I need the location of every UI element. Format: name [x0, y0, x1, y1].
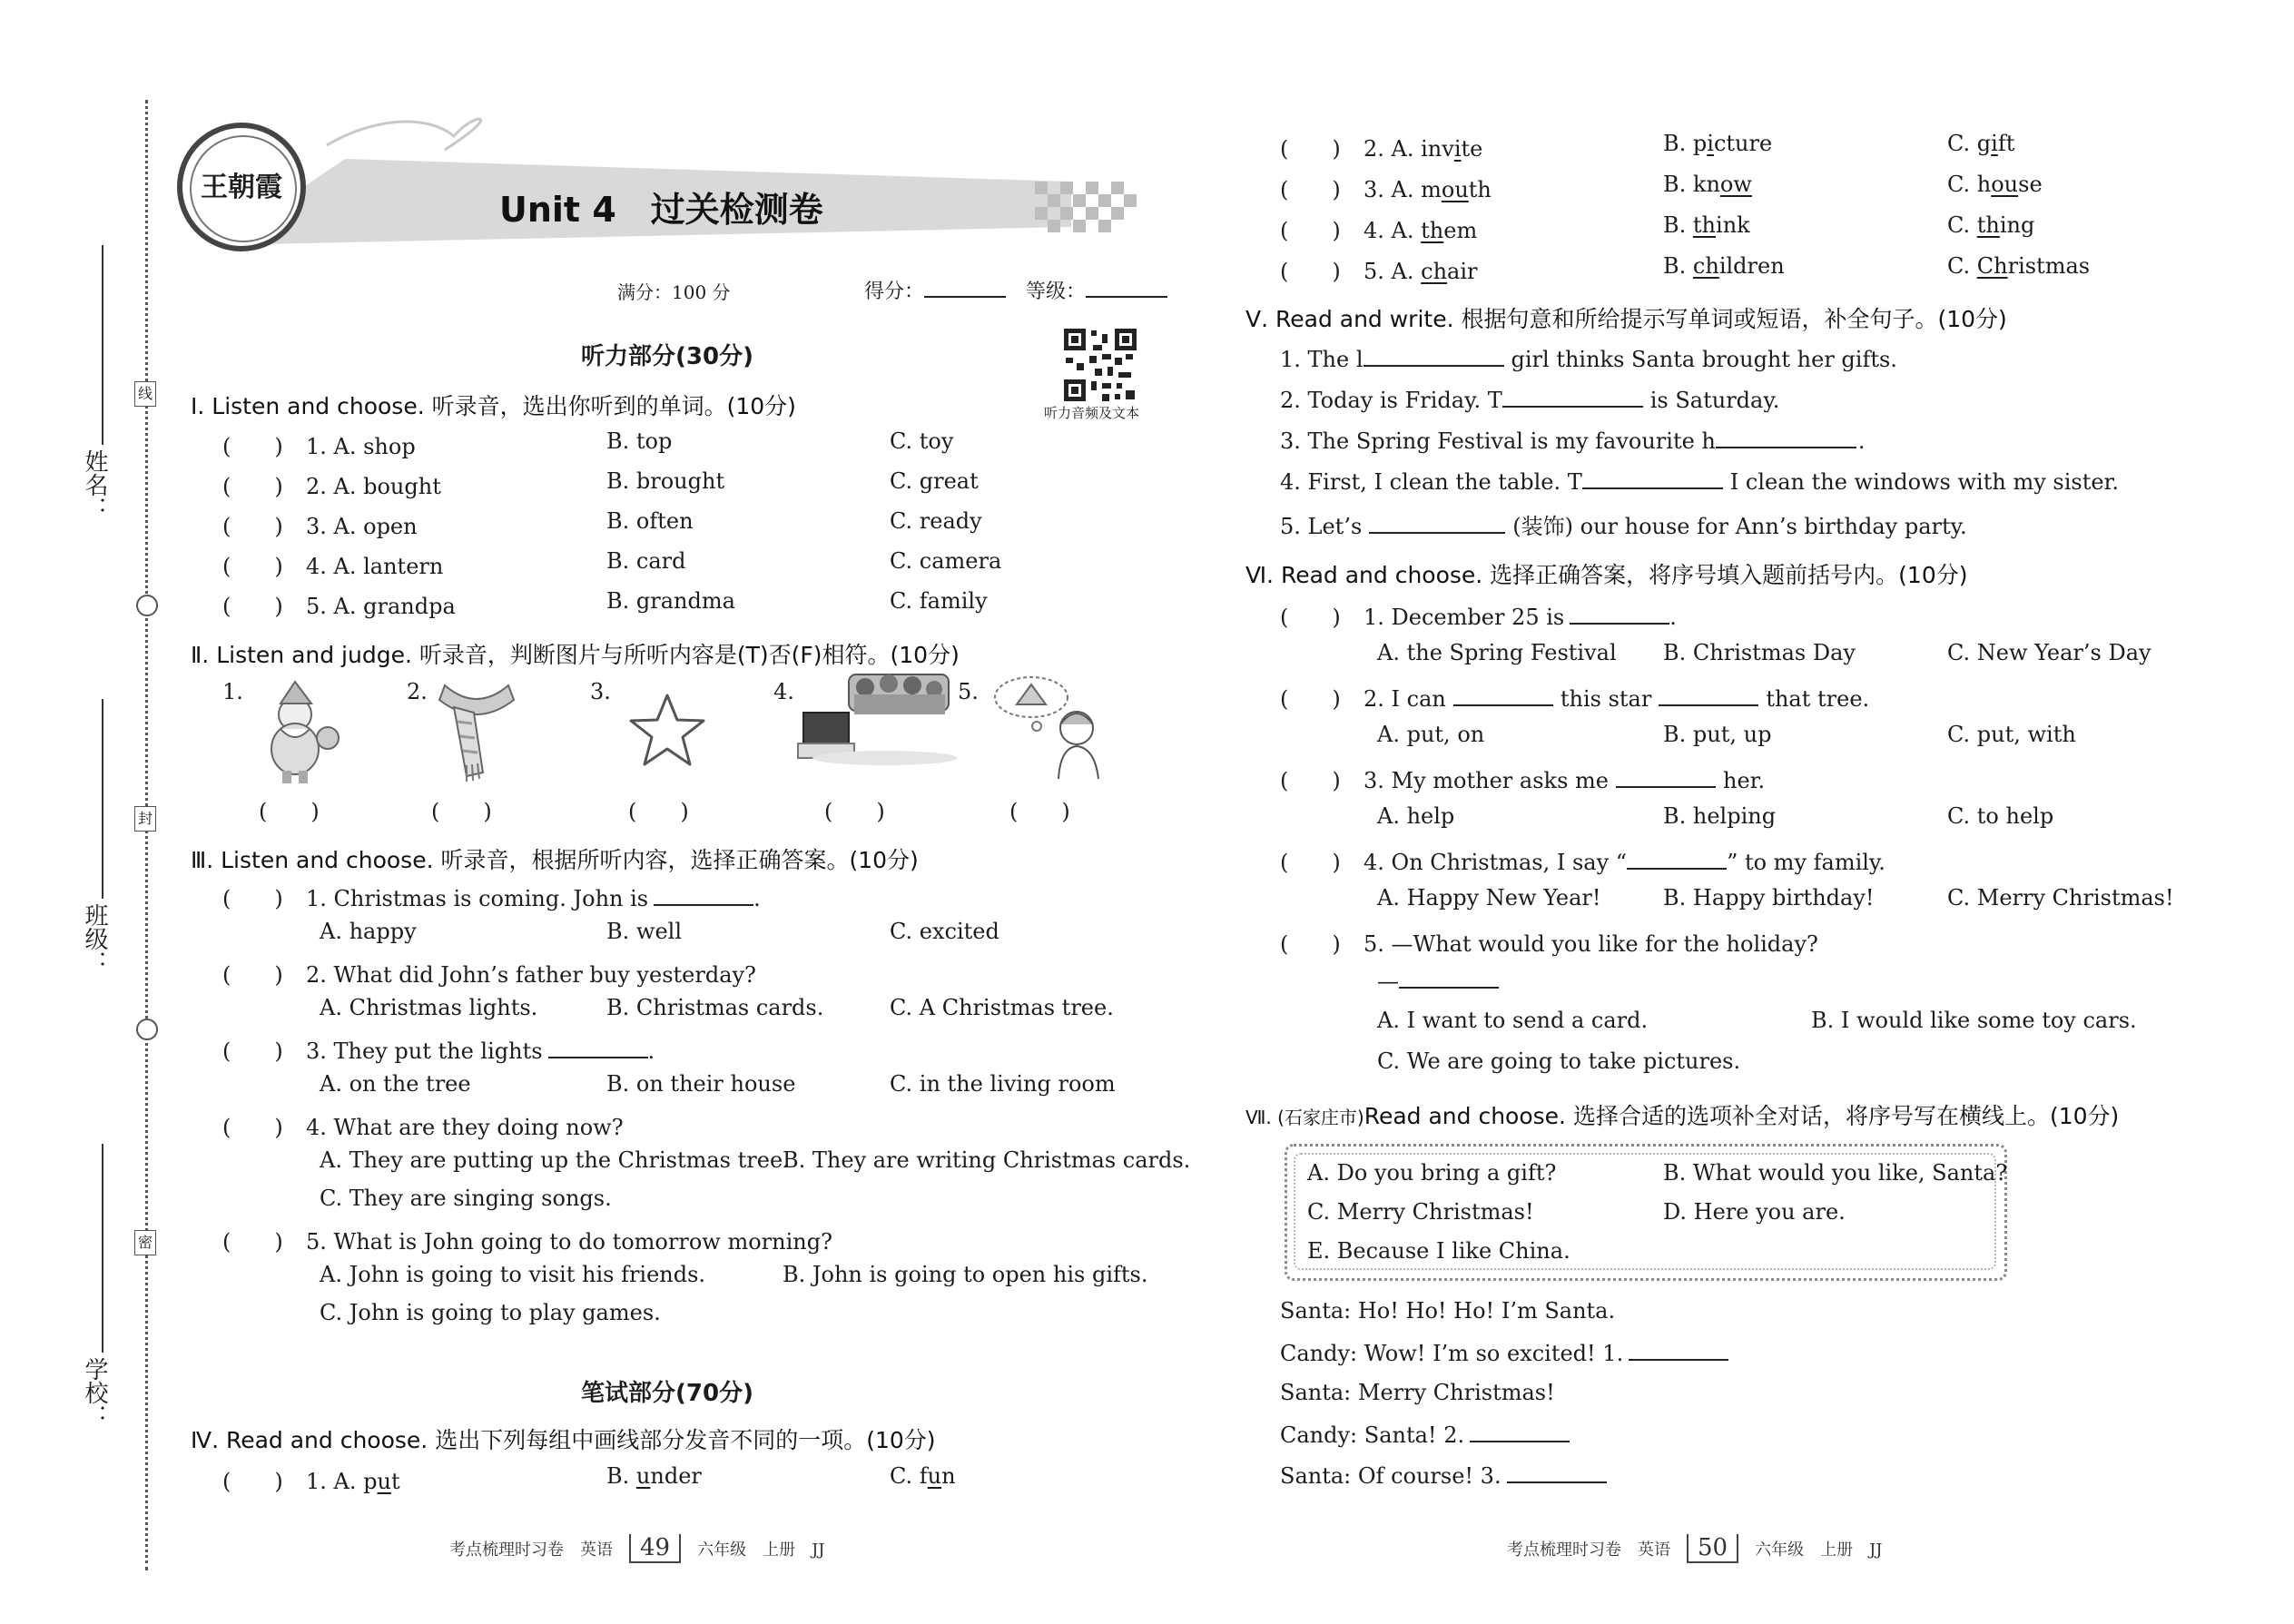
- option-c[interactable]: C. We are going to take pictures.: [1377, 1048, 1741, 1074]
- footer-left: 考点梳理时习卷 英语 49 六年级 上册 JJ: [449, 1534, 825, 1561]
- seal-mark: 封: [134, 806, 156, 832]
- footer-right: 考点梳理时习卷 英语 50 六年级 上册 JJ: [1507, 1534, 1883, 1561]
- list-item[interactable]: ( ) 5. A. chair: [1280, 259, 1478, 284]
- question-5: ( ) 5. What is John going to do tomorrow morning?: [222, 1229, 832, 1255]
- brand-logo: [177, 123, 306, 251]
- option-b[interactable]: B. Christmas Day: [1663, 640, 1856, 665]
- name-label: 姓名：: [81, 449, 108, 520]
- option-a[interactable]: A. Happy New Year!: [1377, 885, 1601, 910]
- list-item[interactable]: ( ) 4. A. them: [1280, 218, 1478, 243]
- option-b[interactable]: B. picture: [1663, 131, 1773, 156]
- question-1: ( ) 1. Christmas is coming. John is .: [222, 886, 761, 911]
- option-b[interactable]: B. know: [1663, 172, 1752, 197]
- option-b[interactable]: B. well: [606, 919, 682, 944]
- option-c[interactable]: C. toy: [890, 428, 954, 454]
- section-2-title: Ⅱ. Listen and judge. 听录音，判断图片与所听内容是(T)否(F)相符。(10分): [191, 642, 960, 668]
- santa-icon: [241, 676, 350, 785]
- dialog-option-a[interactable]: A. Do you bring a gift?: [1307, 1160, 1557, 1186]
- option-b[interactable]: B. Christmas cards.: [606, 995, 824, 1020]
- question-4: ( ) 4. On Christmas, I say “ ” to my family.: [1280, 850, 1885, 875]
- option-b[interactable]: B. Happy birthday!: [1663, 885, 1875, 910]
- question-2: ( ) 2. What did John’s father buy yesterday?: [222, 962, 756, 988]
- option-c[interactable]: C. thing: [1947, 212, 2035, 238]
- option-c[interactable]: C. Merry Christmas!: [1947, 885, 2174, 910]
- option-b[interactable]: B. think: [1663, 212, 1750, 238]
- full-score: 满分：100 分: [617, 281, 731, 303]
- question-4: ( ) 4. What are they doing now?: [222, 1115, 624, 1140]
- option-a[interactable]: A. I want to send a card.: [1377, 1008, 1649, 1033]
- option-b[interactable]: B. under: [606, 1463, 702, 1489]
- listening-heading: 听力部分(30分): [581, 343, 753, 370]
- option-b[interactable]: B. They are writing Christmas cards.: [783, 1147, 1191, 1173]
- section-6-title: Ⅵ. Read and choose. 选择正确答案，将序号填入题前括号内。(10分): [1245, 562, 1968, 588]
- school-line: [102, 1144, 103, 1353]
- dialog-line: Santa: Merry Christmas!: [1280, 1380, 1555, 1405]
- section-1-title: Ⅰ. Listen and choose. 听录音，选出你听到的单词。(10分): [191, 393, 796, 419]
- fill-line-5[interactable]: 5. Let’s (装饰) our house for Ann’s birthday party.: [1280, 514, 1967, 539]
- dialog-option-d[interactable]: D. Here you are.: [1663, 1199, 1846, 1225]
- dialog-line: Santa: Ho! Ho! Ho! I’m Santa.: [1280, 1298, 1616, 1324]
- option-c[interactable]: C. in the living room: [890, 1071, 1116, 1097]
- list-item[interactable]: ( ) 5. A. grandpa: [222, 594, 456, 619]
- option-b[interactable]: B. put, up: [1663, 722, 1772, 747]
- section-5-title: Ⅴ. Read and write. 根据句意和所给提示写单词或短语，补全句子。(10分): [1245, 306, 2007, 332]
- score-label: 得分：: [864, 281, 925, 303]
- option-a[interactable]: A. the Spring Festival: [1377, 640, 1617, 665]
- option-a[interactable]: A. put, on: [1377, 722, 1485, 747]
- section-4-title: Ⅳ. Read and choose. 选出下列每组中画线部分发音不同的一项。(10分): [191, 1427, 936, 1453]
- option-b[interactable]: B. helping: [1663, 803, 1777, 829]
- secret-mark: 密: [134, 1230, 156, 1255]
- list-item[interactable]: ( ) 2. A. invite: [1280, 136, 1483, 162]
- fold-line: [145, 100, 148, 1570]
- option-a[interactable]: A. help: [1377, 803, 1455, 829]
- fill-line-1[interactable]: 1. The l girl thinks Santa brought her gifts.: [1280, 347, 1897, 372]
- dialog-line[interactable]: Santa: Of course! 3.: [1280, 1462, 1607, 1489]
- list-item[interactable]: ( ) 1. A. shop: [222, 434, 416, 459]
- option-a[interactable]: A. John is going to visit his friends.: [320, 1262, 706, 1287]
- option-c[interactable]: C. camera: [890, 548, 1002, 574]
- section-3-title: Ⅲ. Listen and choose. 听录音，根据所听内容，选择正确答案。(10分): [191, 847, 919, 873]
- family-tv-icon: [794, 667, 958, 767]
- list-item[interactable]: ( ) 4. A. lantern: [222, 554, 444, 579]
- option-b[interactable]: B. John is going to open his gifts.: [783, 1262, 1148, 1287]
- question-2: ( ) 2. I can this star that tree.: [1280, 686, 1870, 712]
- page-number: 49: [629, 1534, 681, 1563]
- option-b[interactable]: B. card: [606, 548, 686, 574]
- option-b[interactable]: B. on their house: [606, 1071, 796, 1097]
- list-item[interactable]: ( ) 2. A. bought: [222, 474, 441, 499]
- dialog-option-e[interactable]: E. Because I like China.: [1307, 1238, 1570, 1264]
- list-item[interactable]: ( ) 3. A. mouth: [1280, 177, 1492, 202]
- dialog-option-b[interactable]: B. What would you like, Santa?: [1663, 1160, 2008, 1186]
- written-heading: 笔试部分(70分): [581, 1380, 753, 1407]
- list-item[interactable]: ( ) 1. A. put: [222, 1469, 400, 1494]
- punch-hole-icon: [136, 595, 158, 616]
- option-c[interactable]: C. They are singing songs.: [320, 1186, 612, 1211]
- answer-line[interactable]: —: [1377, 967, 1499, 994]
- page-number: 50: [1687, 1534, 1738, 1563]
- seal-line-mark: 线: [134, 381, 156, 407]
- qr-code-icon[interactable]: [1062, 327, 1138, 403]
- grade-field[interactable]: [1026, 276, 1167, 304]
- judge-blank[interactable]: ( ): [628, 799, 689, 824]
- option-b[interactable]: B. children: [1663, 253, 1785, 279]
- option-c[interactable]: C. ready: [890, 508, 982, 534]
- option-c[interactable]: C. great: [890, 468, 979, 494]
- qr-caption: 听力音频及文本: [1044, 405, 1140, 421]
- fill-line-2[interactable]: 2. Today is Friday. T is Saturday.: [1280, 388, 1780, 413]
- section-7-title: Ⅶ. (石家庄市)Read and choose. 选择合适的选项补全对话，将序号写在横线上。(10分): [1245, 1103, 2120, 1129]
- option-c[interactable]: C. fun: [890, 1463, 956, 1489]
- school-label: 学校：: [81, 1357, 108, 1428]
- dialog-line[interactable]: Candy: Santa! 2.: [1280, 1421, 1570, 1448]
- punch-hole-icon: [136, 1019, 158, 1040]
- option-c[interactable]: C. gift: [1947, 131, 2015, 156]
- scarf-icon: [427, 676, 527, 785]
- judge-blank[interactable]: ( ): [259, 799, 320, 824]
- option-b[interactable]: B. top: [606, 428, 673, 454]
- star-icon: [626, 690, 708, 772]
- class-label: 班级：: [81, 903, 108, 974]
- judge-blank[interactable]: ( ): [824, 799, 885, 824]
- question-1: ( ) 1. December 25 is .: [1280, 605, 1677, 630]
- option-c[interactable]: C. house: [1947, 172, 2043, 197]
- question-5: ( ) 5. —What would you like for the holiday?: [1280, 931, 1818, 957]
- fill-line-3[interactable]: 3. The Spring Festival is my favourite h .: [1280, 428, 1866, 454]
- dialog-line[interactable]: Candy: Wow! I’m so excited! 1.: [1280, 1339, 1728, 1366]
- pic-number: 3.: [590, 679, 611, 704]
- list-item[interactable]: ( ) 3. A. open: [222, 514, 418, 539]
- pic-number: 2.: [407, 679, 428, 704]
- class-line: [102, 699, 103, 899]
- option-a[interactable]: A. happy: [320, 919, 417, 944]
- pic-number: 1.: [222, 679, 243, 704]
- name-line: [102, 245, 103, 445]
- judge-blank[interactable]: ( ): [431, 799, 492, 824]
- option-a[interactable]: A. on the tree: [320, 1071, 471, 1097]
- question-3: ( ) 3. They put the lights .: [222, 1038, 655, 1064]
- option-c[interactable]: C. to help: [1947, 803, 2054, 829]
- option-c[interactable]: C. John is going to play games.: [320, 1300, 661, 1325]
- option-c[interactable]: C. excited: [890, 919, 999, 944]
- option-c[interactable]: C. A Christmas tree.: [890, 995, 1114, 1020]
- option-b[interactable]: B. I would like some toy cars.: [1811, 1008, 2137, 1033]
- option-b[interactable]: B. brought: [606, 468, 725, 494]
- question-3: ( ) 3. My mother asks me her.: [1280, 768, 1766, 793]
- score-field[interactable]: [864, 276, 1006, 304]
- option-a[interactable]: A. Christmas lights.: [320, 995, 538, 1020]
- option-a[interactable]: A. They are putting up the Christmas tree.: [320, 1147, 790, 1173]
- grade-label: 等级：: [1026, 281, 1087, 303]
- option-b[interactable]: B. grandma: [606, 588, 735, 614]
- logo-text: 王朝霞: [201, 172, 282, 203]
- dialog-option-c[interactable]: C. Merry Christmas!: [1307, 1199, 1534, 1225]
- page-title: Unit 4 过关检测卷: [499, 190, 823, 230]
- pic-number: 4.: [773, 679, 794, 704]
- grandma-thinking-icon: [989, 672, 1117, 781]
- option-c[interactable]: C. Christmas: [1947, 253, 2091, 279]
- option-b[interactable]: B. often: [606, 508, 694, 534]
- option-c[interactable]: C. put, with: [1947, 722, 2076, 747]
- pic-number: 5.: [958, 679, 979, 704]
- judge-blank[interactable]: ( ): [1009, 799, 1070, 824]
- fill-line-4[interactable]: 4. First, I clean the table. T I clean the windows with my sister.: [1280, 469, 2120, 495]
- option-c[interactable]: C. New Year’s Day: [1947, 640, 2151, 665]
- option-c[interactable]: C. family: [890, 588, 988, 614]
